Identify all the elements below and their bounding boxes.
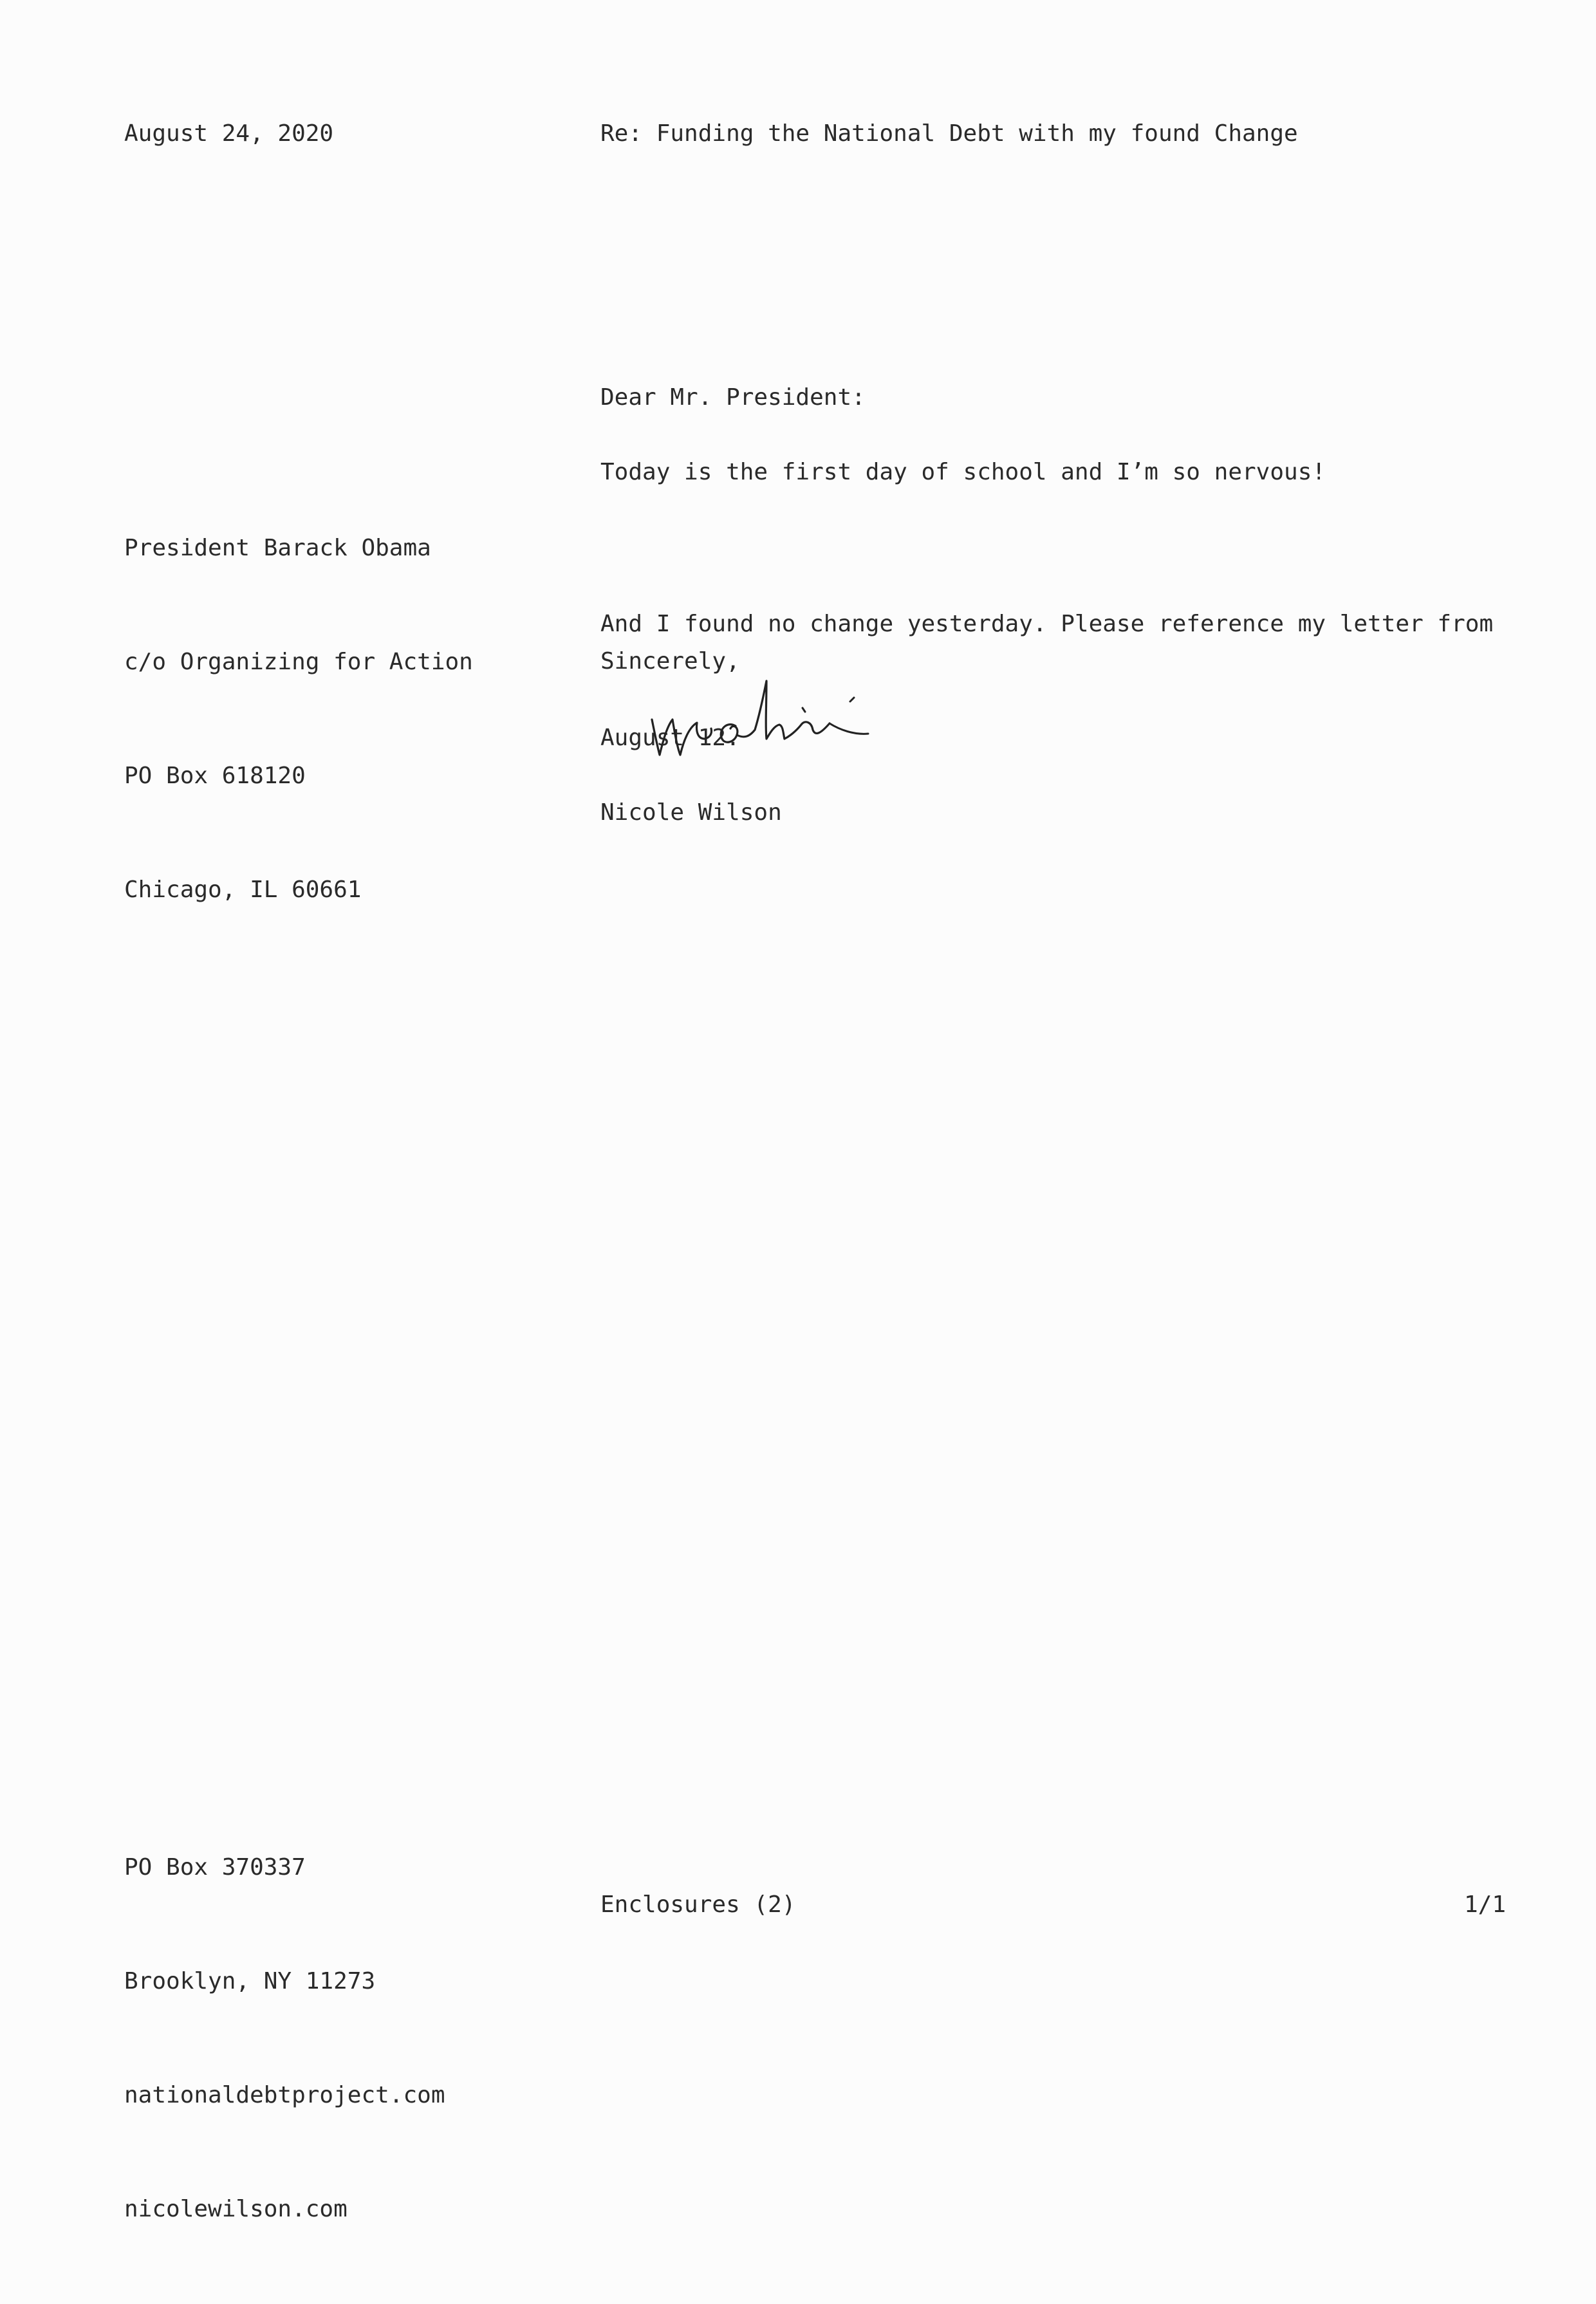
- body-paragraph-2-line-1: And I found no change yesterday. Please reference my letter from: [600, 611, 1494, 637]
- recipient-po-box: PO Box 618120: [124, 763, 306, 789]
- sender-po-box: PO Box 370337: [124, 1854, 306, 1881]
- sender-city: Brooklyn, NY 11273: [124, 1968, 376, 1994]
- signer-name: Nicole Wilson: [600, 799, 782, 826]
- body-paragraph-2-line-2: August 12.: [600, 725, 740, 751]
- page-number: 1/1: [1464, 1891, 1507, 1918]
- letter-date: August 24, 2020: [124, 120, 334, 147]
- recipient-city: Chicago, IL 60661: [124, 877, 362, 903]
- sender-website-1: nationaldebtproject.com: [124, 2082, 445, 2108]
- enclosures-note: Enclosures (2): [600, 1891, 796, 1918]
- recipient-address: [124, 453, 473, 985]
- sender-website-2: nicolewilson.com: [124, 2196, 348, 2222]
- recipient-care-of: c/o Organizing for Action: [124, 649, 473, 675]
- sender-address: [124, 1772, 445, 2304]
- salutation: Dear Mr. President:: [600, 384, 866, 411]
- closing: Sincerely,: [600, 648, 740, 674]
- handwritten-signature: [647, 674, 943, 771]
- recipient-name: President Barack Obama: [124, 535, 431, 561]
- body-paragraph-1: Today is the first day of school and I’m so nervous!: [600, 459, 1326, 485]
- letter-subject: Re: Funding the National Debt with my found Change: [600, 120, 1298, 147]
